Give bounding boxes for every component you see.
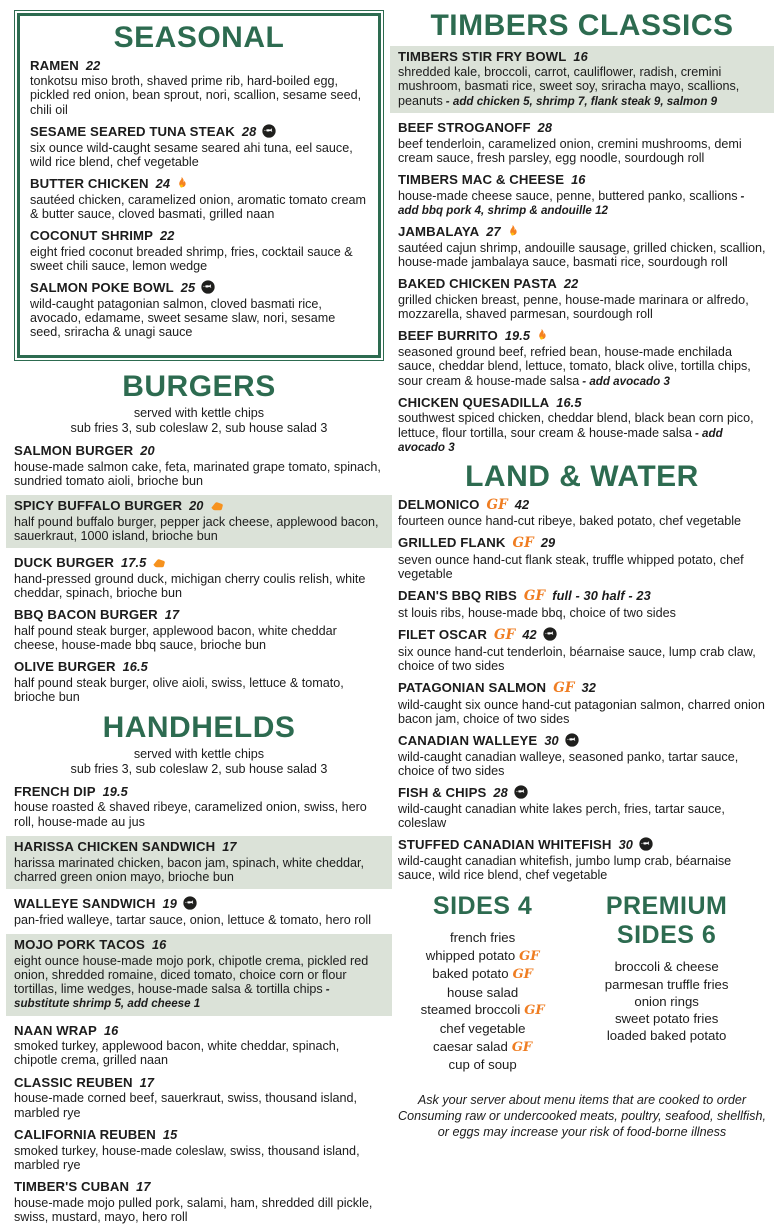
gluten-free-icon: GF bbox=[524, 1003, 545, 1019]
menu-item-desc-text: sautéed cajun shrimp, andouille sausage, grilled chicken, scallion, house-made jambalaya sauce, basmati rice, sourdough roll bbox=[397, 240, 766, 270]
gluten-free-icon: GF bbox=[523, 588, 546, 605]
handhelds-subtitle-line2: sub fries 3, sub coleslaw 2, sub house salad 3 bbox=[70, 761, 328, 776]
menu-item-desc-text: house-made salmon cake, feta, marinated grape tomato, spinach, sundried tomato aioli, brioche bun bbox=[14, 459, 381, 488]
menu-item-header bbox=[398, 49, 766, 65]
menu-item-desc-text: wild-caught canadian whitefish, jumbo lump crab, béarnaise sauce, wild rice blend, chef vegetable bbox=[397, 853, 732, 883]
menu-item bbox=[398, 627, 766, 673]
menu-item-name: HARISSA CHICKEN SANDWICH bbox=[14, 838, 216, 854]
menu-item-price: 28 bbox=[537, 119, 553, 135]
menu-item-description bbox=[398, 553, 766, 581]
menu-item-header bbox=[14, 443, 384, 459]
menu-item-description bbox=[14, 1144, 384, 1172]
menu-item-header bbox=[14, 1075, 384, 1091]
burgers-item-list bbox=[14, 443, 384, 705]
menu-item bbox=[6, 934, 392, 1016]
menu-item-name: WALLEYE SANDWICH bbox=[14, 896, 156, 912]
menu-item-price: 32 bbox=[581, 680, 596, 696]
menu-item bbox=[398, 837, 766, 882]
section-title-land-water: LAND & WATER bbox=[465, 460, 699, 494]
menu-item-desc-text: house roasted & shaved ribeye, caramelized onion, swiss, hero roll, house-made au jus bbox=[14, 800, 367, 829]
menu-item-description bbox=[14, 913, 384, 927]
menu-item-description bbox=[30, 297, 368, 340]
side-item bbox=[398, 1038, 567, 1057]
menu-item bbox=[14, 1127, 384, 1172]
side-item-name: french fries bbox=[449, 930, 516, 946]
menu-item-price: full - 30 half - 23 bbox=[552, 588, 651, 604]
menu-item-name: SPICY BUFFALO BURGER bbox=[14, 498, 183, 513]
menu-item-desc-text: hand-pressed ground duck, michigan cherry coulis relish, white cheddar, spinach, brioche bun bbox=[14, 571, 366, 601]
menu-item bbox=[14, 1075, 384, 1120]
menu-item-desc-text: fourteen ounce hand-cut ribeye, baked potato, chef vegetable bbox=[397, 514, 742, 529]
side-item bbox=[567, 1027, 766, 1044]
menu-item-desc-text: grilled chicken breast, penne, house-made marinara or alfredo, mozzarella, shaved parmesan, sourdough roll bbox=[397, 292, 749, 322]
menu-item-description bbox=[398, 241, 766, 269]
menu-item bbox=[398, 588, 766, 620]
menu-item-description bbox=[14, 624, 384, 652]
menu-item-desc-text: wild-caught six ounce hand-cut patagonian salmon, charred onion bacon jam, choice of two sides bbox=[397, 697, 765, 726]
section-title-premium-sides: PREMIUM SIDES 6 bbox=[605, 892, 728, 950]
menu-item-price: 22 bbox=[563, 276, 579, 292]
menu-item-desc-text: tonkotsu miso broth, shaved prime rib, hard-boiled egg, pickled red onion, bean sprout, nori, scallion, sesame seed, chili oil bbox=[30, 74, 362, 117]
burgers-subtitle-line1: served with kettle chips bbox=[133, 406, 265, 421]
footer-disclaimer bbox=[398, 1092, 766, 1140]
menu-item-description bbox=[398, 750, 766, 778]
menu-item-name: BAKED CHICKEN PASTA bbox=[397, 276, 557, 292]
menu-item-header bbox=[14, 1179, 384, 1195]
menu-item-description bbox=[14, 954, 384, 1011]
menu-item-header bbox=[398, 837, 766, 853]
menu-item bbox=[398, 224, 766, 269]
menu-item-description bbox=[398, 411, 766, 454]
menu-item-name: NAAN WRAP bbox=[14, 1022, 97, 1038]
menu-item-price: 15 bbox=[162, 1126, 178, 1142]
menu-item-desc-text: house-made mojo pulled pork, salami, ham, shredded dill pickle, swiss, mustard, mayo, hero roll bbox=[14, 1195, 373, 1224]
menu-item-header bbox=[398, 224, 766, 240]
gluten-free-icon: GF bbox=[512, 535, 534, 552]
menu-item-desc-text: harissa marinated chicken, bacon jam, spinach, white cheddar, charred green onion mayo, brioche bun bbox=[14, 855, 365, 884]
menu-item-desc-text: wild-caught canadian walleye, seasoned panko, tartar sauce, choice of two sides bbox=[397, 749, 739, 778]
side-item-name: sweet potato fries bbox=[614, 1010, 719, 1026]
land-water-item-list bbox=[398, 497, 766, 883]
menu-item-price: 16.5 bbox=[122, 659, 148, 675]
menu-item-description bbox=[398, 514, 766, 528]
gluten-free-icon: GF bbox=[493, 627, 516, 644]
menu-item bbox=[30, 176, 368, 221]
menu-item-header bbox=[14, 839, 384, 855]
menu-item bbox=[390, 46, 774, 113]
menu-item-description bbox=[398, 854, 766, 882]
menu-item-desc-text: sautéed chicken, caramelized onion, aromatic tomato cream & butter sauce, cloved basmati, grilled naan bbox=[30, 192, 366, 221]
menu-item-header bbox=[398, 535, 766, 552]
menu-item bbox=[398, 328, 766, 387]
menu-item-name: DEAN'S BBQ RIBS bbox=[397, 588, 517, 604]
fish-icon bbox=[183, 896, 197, 910]
menu-item-name: DUCK BURGER bbox=[14, 555, 115, 571]
menu-item bbox=[14, 1179, 384, 1224]
footer-line2: Consuming raw or undercooked meats, poultry, seafood, shellfish, bbox=[397, 1108, 766, 1123]
footer-line3: or eggs may increase your risk of food-borne illness bbox=[437, 1124, 727, 1139]
side-item-name: loaded baked potato bbox=[606, 1028, 727, 1044]
right-column bbox=[398, 10, 766, 1200]
side-item bbox=[567, 1010, 766, 1027]
menu-item-name: FILET OSCAR bbox=[397, 627, 487, 643]
menu-item bbox=[14, 1023, 384, 1068]
menu-item-desc-text: house-made corned beef, sauerkraut, swiss, thousand island, marbled rye bbox=[14, 1091, 358, 1120]
menu-item-header bbox=[14, 659, 384, 675]
handhelds-section bbox=[14, 712, 384, 1224]
menu-item bbox=[398, 535, 766, 581]
menu-item bbox=[30, 228, 368, 273]
gluten-free-icon: GF bbox=[511, 1039, 533, 1055]
menu-item-header bbox=[30, 280, 368, 296]
menu-item-note: - add avocado 3 bbox=[582, 374, 670, 388]
section-title-handhelds: HANDHELDS bbox=[102, 710, 296, 744]
menu-item-price: 16.5 bbox=[556, 394, 582, 410]
fish-icon bbox=[201, 280, 215, 294]
fish-icon bbox=[565, 733, 579, 747]
menu-item-header bbox=[398, 276, 766, 292]
menu-item-description bbox=[398, 345, 766, 388]
menu-item-description bbox=[14, 1091, 384, 1119]
menu-item bbox=[30, 58, 368, 117]
side-item bbox=[398, 1056, 567, 1073]
menu-item-price: 28 bbox=[241, 123, 257, 139]
menu-item-price: 16 bbox=[571, 172, 586, 187]
left-column bbox=[14, 10, 384, 1224]
menu-item-desc-text: house-made cheese sauce, penne, buttered panko, scallions bbox=[397, 188, 738, 203]
menu-item-description bbox=[398, 645, 766, 673]
menu-item-price: 29 bbox=[540, 535, 556, 551]
menu-item-header bbox=[14, 937, 384, 953]
premium-sides-list bbox=[567, 958, 766, 1044]
menu-item-description bbox=[398, 137, 766, 165]
menu-item-name: CANADIAN WALLEYE bbox=[397, 732, 538, 748]
menu-item-price: 28 bbox=[493, 785, 508, 801]
menu-item-note: - add avocado 3 bbox=[397, 426, 723, 454]
menu-item-header bbox=[30, 58, 368, 74]
side-item bbox=[398, 929, 567, 946]
fish-icon bbox=[514, 785, 528, 799]
burgers-subtitle bbox=[14, 406, 384, 436]
menu-item-name: FRENCH DIP bbox=[14, 783, 96, 799]
menu-item-price: 16 bbox=[151, 936, 167, 952]
menu-item-name: OLIVE BURGER bbox=[14, 659, 116, 675]
side-item bbox=[567, 958, 766, 975]
menu-item-header bbox=[398, 588, 766, 605]
menu-item-price: 16 bbox=[103, 1022, 119, 1038]
menu-item-name: BUTTER CHICKEN bbox=[30, 176, 149, 191]
classics-item-list bbox=[398, 46, 766, 455]
section-title-seasonal: SEASONAL bbox=[113, 21, 285, 54]
michigan-mitten-icon bbox=[210, 500, 224, 512]
menu-item-header bbox=[398, 328, 766, 344]
menu-item-header bbox=[14, 896, 384, 912]
menu-item-note: - add chicken 5, shrimp 7, flank steak 9, salmon 9 bbox=[445, 94, 718, 108]
menu-item bbox=[14, 659, 384, 704]
menu-item-header bbox=[14, 498, 384, 514]
seasonal-section bbox=[17, 13, 381, 358]
menu-item-header bbox=[14, 555, 384, 571]
menu-item bbox=[30, 280, 368, 339]
menu-item-price: 42 bbox=[522, 627, 537, 643]
menu-item-description bbox=[30, 74, 368, 117]
menu-item bbox=[398, 276, 766, 321]
menu-item-desc-text: six ounce hand-cut tenderloin, béarnaise sauce, lump crab claw, choice of two sides bbox=[397, 644, 756, 673]
menu-item-desc-text: shredded kale, broccoli, carrot, cauliflower, radish, cremini mushroom, basmati rice, sweet soy, sriracha mayo, scallions, peanuts bbox=[397, 65, 740, 108]
menu-item-price: 22 bbox=[85, 57, 101, 73]
menu-item-header bbox=[30, 124, 368, 140]
gluten-free-icon: GF bbox=[519, 948, 540, 964]
menu-item-desc-text: smoked turkey, applewood bacon, white cheddar, spinach, chipotle crema, grilled naan bbox=[14, 1039, 340, 1068]
menu-item-description bbox=[398, 65, 766, 108]
handhelds-item-list bbox=[14, 784, 384, 1224]
menu-item bbox=[398, 497, 766, 529]
menu-item-price: 20 bbox=[140, 442, 155, 458]
menu-item bbox=[398, 395, 766, 454]
side-item-name: parmesan truffle fries bbox=[604, 976, 729, 992]
menu-item-name: TIMBER'S CUBAN bbox=[14, 1178, 130, 1194]
menu-item-name: SALMON BURGER bbox=[14, 442, 134, 458]
menu-item-header bbox=[30, 176, 368, 192]
menu-item-price: 22 bbox=[160, 228, 175, 244]
menu-item-desc-text: six ounce wild-caught sesame seared ahi tuna, eel sauce, wild rice blend, chef vegetable bbox=[30, 140, 353, 169]
menu-item-description bbox=[14, 460, 384, 488]
menu-item-note: - add bbq pork 4, shrimp & andouille 12 bbox=[397, 189, 745, 217]
menu-item-desc-text: half pound buffalo burger, pepper jack cheese, applewood bacon, sauerkraut, 1000 island, brioche bun bbox=[14, 514, 379, 543]
menu-item-desc-text: beef tenderloin, caramelized onion, cremini mushrooms, demi cream sauce, fresh parsley, egg noodle, sourdough roll bbox=[397, 136, 742, 165]
menu-item-price: 25 bbox=[180, 280, 196, 296]
menu-item-name: STUFFED CANADIAN WHITEFISH bbox=[397, 837, 612, 853]
seasonal-item-list bbox=[30, 58, 368, 340]
menu-item-header bbox=[398, 395, 766, 411]
menu-item-desc-text: smoked turkey, house-made coleslaw, swiss, thousand island, marbled rye bbox=[14, 1143, 360, 1172]
menu-item-name: CALIFORNIA REUBEN bbox=[14, 1126, 156, 1142]
menu-item-desc-text: southwest spiced chicken, cheddar blend, black bean corn pico, lettuce, flour tortilla, sour cream & house-made salsa bbox=[397, 411, 754, 440]
burgers-subtitle-line2: sub fries 3, sub coleslaw 2, sub house salad 3 bbox=[70, 421, 328, 435]
menu-item-name: GRILLED FLANK bbox=[397, 535, 506, 551]
menu-item-description bbox=[30, 193, 368, 221]
menu-item-description bbox=[14, 572, 384, 600]
menu-item bbox=[6, 495, 392, 548]
menu-item-header bbox=[398, 785, 766, 801]
menu-item-price: 19.5 bbox=[504, 328, 531, 344]
menu-item-price: 30 bbox=[544, 732, 559, 748]
menu-item-desc-text: eight ounce house-made mojo pork, chipotle crema, pickled red onion, shredded romaine, diced tomato, choice corn or flour tortillas, lime wedges, house-made salsa & tortilla chips bbox=[14, 953, 369, 997]
menu-item-header bbox=[398, 733, 766, 749]
side-item-name: whipped potato bbox=[425, 947, 516, 963]
side-item bbox=[398, 1020, 567, 1037]
menu-item-price: 17 bbox=[139, 1074, 155, 1090]
menu-item-header bbox=[398, 627, 766, 644]
side-item-name: cup of soup bbox=[448, 1057, 517, 1073]
menu-item-header bbox=[398, 497, 766, 514]
side-item-name: chef vegetable bbox=[439, 1021, 526, 1037]
side-item bbox=[398, 947, 567, 966]
menu-item-description bbox=[14, 800, 384, 828]
menu-item-price: 19.5 bbox=[102, 783, 128, 799]
fish-icon bbox=[262, 124, 276, 138]
menu-item bbox=[398, 785, 766, 830]
menu-item-price: 17.5 bbox=[121, 555, 147, 571]
menu-item-name: COCONUT SHRIMP bbox=[30, 228, 154, 244]
menu-item-price: 27 bbox=[486, 224, 501, 240]
menu-item-name: JAMBALAYA bbox=[397, 224, 480, 240]
menu-item-header bbox=[398, 172, 766, 188]
side-item-name: broccoli & cheese bbox=[614, 959, 719, 975]
menu-item-description bbox=[398, 802, 766, 830]
menu-item-header bbox=[14, 1127, 384, 1143]
menu-item-price: 42 bbox=[514, 496, 530, 512]
menu-item-name: TIMBERS MAC & CHEESE bbox=[397, 172, 565, 187]
section-title-burgers: BURGERS bbox=[122, 369, 276, 403]
side-item bbox=[567, 976, 766, 993]
menu-item bbox=[14, 896, 384, 927]
menu-item-description bbox=[398, 698, 766, 726]
menu-item-price: 17 bbox=[222, 838, 237, 854]
premium-sides-section bbox=[567, 892, 766, 1073]
seasonal-section-box bbox=[14, 10, 384, 361]
fish-icon bbox=[543, 627, 557, 641]
menu-item-description bbox=[14, 676, 384, 704]
sides-section bbox=[398, 892, 567, 1073]
menu-item-name: CHICKEN QUESADILLA bbox=[397, 394, 550, 410]
gluten-free-icon: GF bbox=[512, 967, 533, 983]
section-title-sides: SIDES 4 bbox=[432, 892, 533, 921]
menu-item-name: BEEF STROGANOFF bbox=[397, 119, 531, 135]
side-item bbox=[398, 1001, 567, 1020]
menu-item bbox=[14, 607, 384, 652]
menu-item-price: 17 bbox=[136, 1178, 151, 1194]
menu-item-name: FISH & CHIPS bbox=[397, 785, 487, 801]
menu-item-desc-text: st louis ribs, house-made bbq, choice of two sides bbox=[397, 605, 676, 620]
menu-item-name: MOJO PORK TACOS bbox=[14, 936, 145, 952]
menu-item-desc-text: eight fried coconut breaded shrimp, fries, cocktail sauce & sweet chili sauce, lemon wedge bbox=[30, 244, 353, 274]
menu-item bbox=[398, 733, 766, 778]
menu-item-name: DELMONICO bbox=[397, 496, 480, 512]
menu-item-name: PATAGONIAN SALMON bbox=[397, 680, 547, 696]
side-item-name: onion rings bbox=[634, 993, 699, 1009]
menu-item-description bbox=[398, 293, 766, 321]
menu-item-header bbox=[14, 607, 384, 623]
menu-item-description bbox=[30, 245, 368, 273]
menu-item-description bbox=[30, 141, 368, 169]
menu-item bbox=[398, 680, 766, 726]
flame-icon bbox=[536, 328, 547, 342]
footer-line1: Ask your server about menu items that are cooked to order bbox=[417, 1092, 747, 1107]
menu-item-header bbox=[398, 120, 766, 136]
side-item bbox=[567, 993, 766, 1010]
menu-item bbox=[398, 120, 766, 165]
menu-item-desc-text: seasoned ground beef, refried bean, house-made enchilada sauce, cheddar blend, lettuce, tomato, black olive, tortilla chips, sour cream & house-made salsa bbox=[397, 345, 751, 388]
menu-item-description bbox=[398, 189, 766, 217]
sides-sections bbox=[398, 892, 766, 1073]
side-item-name: steamed broccoli bbox=[420, 1002, 521, 1018]
menu-item-name: SESAME SEARED TUNA STEAK bbox=[30, 123, 235, 139]
side-item bbox=[398, 984, 567, 1001]
menu-item bbox=[14, 555, 384, 600]
menu-item-description bbox=[14, 856, 384, 884]
side-item bbox=[398, 965, 567, 984]
michigan-mitten-icon bbox=[152, 557, 166, 569]
menu-item-description bbox=[14, 1196, 384, 1224]
menu-item-header bbox=[398, 680, 766, 697]
side-item-name: baked potato bbox=[432, 966, 509, 982]
menu-item-description bbox=[14, 515, 384, 543]
menu-item bbox=[30, 124, 368, 169]
menu-item bbox=[14, 443, 384, 488]
menu-item-price: 16 bbox=[573, 48, 588, 64]
flame-icon bbox=[176, 176, 187, 190]
menu-item-name: CLASSIC REUBEN bbox=[14, 1074, 133, 1090]
sides-list bbox=[398, 929, 567, 1073]
menu-item-description bbox=[398, 606, 766, 620]
menu-item bbox=[398, 172, 766, 217]
menu-item-desc-text: wild-caught canadian white lakes perch, fries, tartar sauce, coleslaw bbox=[397, 801, 725, 831]
menu-item-note: - substitute shrimp 5, add cheese 1 bbox=[14, 983, 330, 1011]
gluten-free-icon: GF bbox=[553, 680, 575, 697]
menu-item bbox=[14, 784, 384, 829]
menu-item-name: RAMEN bbox=[30, 57, 79, 73]
menu-item bbox=[6, 836, 392, 889]
menu-item-name: BBQ BACON BURGER bbox=[14, 607, 158, 623]
menu-item-price: 20 bbox=[189, 498, 204, 513]
menu-item-desc-text: half pound steak burger, applewood bacon, white cheddar cheese, house-made bbq sauce, brioche bun bbox=[14, 623, 337, 653]
burgers-section bbox=[14, 371, 384, 705]
gluten-free-icon: GF bbox=[486, 496, 508, 513]
menu-item-price: 17 bbox=[164, 607, 180, 623]
menu-item-name: SALMON POKE BOWL bbox=[30, 280, 174, 296]
menu-item-price: 30 bbox=[618, 837, 633, 853]
menu-item-description bbox=[14, 1039, 384, 1067]
fish-icon bbox=[639, 837, 653, 851]
menu-item-price: 24 bbox=[155, 176, 171, 191]
flame-icon bbox=[507, 224, 518, 238]
land-water-section bbox=[398, 461, 766, 882]
handhelds-subtitle bbox=[14, 747, 384, 777]
menu-item-desc-text: seven ounce hand-cut flank steak, truffle whipped potato, chef vegetable bbox=[397, 552, 744, 582]
menu-item-desc-text: wild-caught patagonian salmon, cloved basmati rice, avocado, edamame, sweet sesame slaw, nori, sesame seed, sriracha & unagi sauce bbox=[30, 296, 336, 340]
side-item-name: caesar salad bbox=[433, 1038, 508, 1054]
menu-item-desc-text: half pound steak burger, olive aioli, swiss, lettuce & tomato, brioche bun bbox=[14, 676, 344, 705]
menu-item-header bbox=[14, 1023, 384, 1039]
menu-item-name: TIMBERS STIR FRY BOWL bbox=[397, 48, 567, 64]
side-item-name: house salad bbox=[447, 985, 519, 1001]
menu-item-header bbox=[30, 228, 368, 244]
menu-item-desc-text: pan-fried walleye, tartar sauce, onion, lettuce & tomato, hero roll bbox=[14, 912, 372, 927]
menu-item-price: 19 bbox=[162, 896, 177, 912]
menu-item-header bbox=[14, 784, 384, 800]
handhelds-subtitle-line1: served with kettle chips bbox=[133, 747, 265, 762]
section-title-timbers-classics: TIMBERS CLASSICS bbox=[430, 9, 734, 42]
timbers-classics-section bbox=[398, 10, 766, 454]
menu-item-name: BEEF BURRITO bbox=[397, 328, 498, 344]
